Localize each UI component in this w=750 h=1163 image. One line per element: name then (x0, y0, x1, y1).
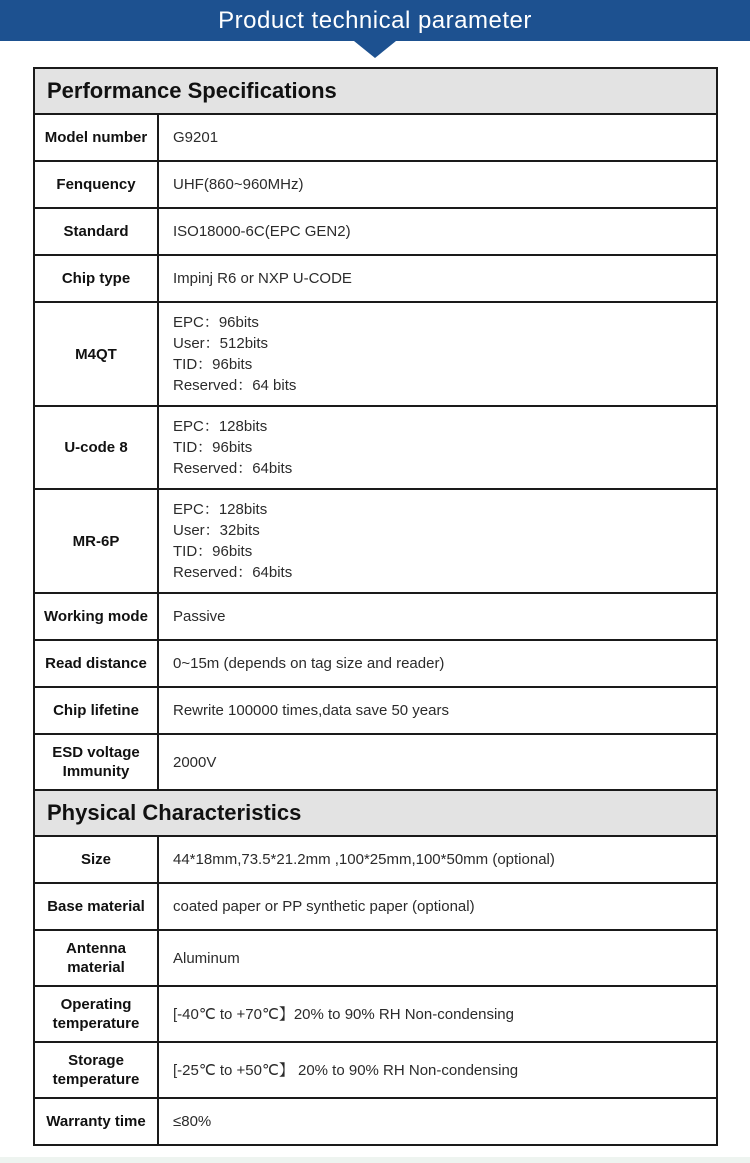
spec-table (33, 67, 718, 1146)
spec-value-line: Reserved：64bits (173, 564, 293, 581)
spec-value (159, 407, 716, 488)
section-header: Performance Specifications (35, 69, 716, 113)
spec-row (35, 207, 716, 254)
title-banner (0, 0, 750, 41)
spec-label: Operating temperature (35, 987, 159, 1041)
spec-row (35, 639, 716, 686)
spec-value-line: 0~15m (depends on tag size and reader) (173, 655, 445, 672)
spec-value-line: Aluminum (173, 949, 240, 967)
spec-value-line: [-25℃ to +50℃】 20% to 90% RH Non-condensing (173, 1061, 519, 1079)
spec-value-line: 44*18mm,73.5*21.2mm ,100*25mm,100*50mm (optional) (173, 851, 555, 868)
spec-value (159, 1043, 716, 1097)
spec-row (35, 882, 716, 929)
spec-label: Standard (35, 209, 159, 254)
spec-row (35, 254, 716, 301)
spec-label: Working mode (35, 594, 159, 639)
spec-value (159, 162, 716, 207)
spec-row (35, 1097, 716, 1144)
spec-value (159, 884, 716, 929)
spec-value-line: Rewrite 100000 times,data save 50 years (173, 702, 449, 719)
spec-label: Read distance (35, 641, 159, 686)
spec-value-line: ISO18000-6C(EPC GEN2) (173, 223, 351, 240)
spec-row (35, 301, 716, 405)
spec-value (159, 256, 716, 301)
spec-value-line: coated paper or PP synthetic paper (optional) (173, 898, 475, 915)
spec-label: Size (35, 837, 159, 882)
spec-value-line: UHF(860~960MHz) (173, 176, 304, 193)
spec-value (159, 1099, 716, 1144)
spec-value (159, 594, 716, 639)
spec-row (35, 929, 716, 985)
spec-value-line: TID：96bits (173, 543, 253, 560)
spec-value (159, 490, 716, 592)
spec-label: Base material (35, 884, 159, 929)
spec-value (159, 303, 716, 405)
spec-value (159, 115, 716, 160)
section-header: Physical Characteristics (35, 789, 716, 835)
spec-label: Antenna material (35, 931, 159, 985)
spec-row (35, 113, 716, 160)
spec-label: Fenquency (35, 162, 159, 207)
bottom-strip (0, 1157, 750, 1163)
spec-value (159, 209, 716, 254)
spec-value-line: ≤80% (173, 1113, 212, 1130)
spec-value-line: G9201 (173, 129, 219, 146)
spec-value-line: 2000V (173, 753, 217, 771)
spec-value-line: User：512bits (173, 335, 269, 352)
spec-value-line: Passive (173, 608, 226, 625)
spec-value-line: User：32bits (173, 522, 260, 539)
spec-row (35, 488, 716, 592)
spec-row (35, 686, 716, 733)
spec-row (35, 405, 716, 488)
page-title: Product technical parameter (218, 6, 532, 34)
spec-value-line: EPC：128bits (173, 418, 268, 435)
spec-value-line: Reserved：64bits (173, 460, 293, 477)
spec-row (35, 733, 716, 789)
spec-value (159, 735, 716, 789)
banner-pointer-triangle (354, 41, 396, 58)
spec-value (159, 987, 716, 1041)
spec-row (35, 1041, 716, 1097)
spec-value (159, 688, 716, 733)
spec-value-line: Impinj R6 or NXP U-CODE (173, 270, 352, 287)
spec-label: Model number (35, 115, 159, 160)
spec-value-line: Reserved：64 bits (173, 377, 297, 394)
spec-value (159, 641, 716, 686)
spec-value-line: TID：96bits (173, 356, 253, 373)
spec-label: Chip type (35, 256, 159, 301)
spec-row (35, 160, 716, 207)
spec-row (35, 835, 716, 882)
spec-value-line: TID：96bits (173, 439, 253, 456)
spec-label: Chip lifetine (35, 688, 159, 733)
spec-label: MR-6P (35, 490, 159, 592)
spec-value-line: EPC：96bits (173, 314, 259, 331)
spec-label: U-code 8 (35, 407, 159, 488)
spec-row (35, 592, 716, 639)
spec-value (159, 931, 716, 985)
spec-label: Storage temperature (35, 1043, 159, 1097)
spec-label: ESD voltage Immunity (35, 735, 159, 789)
spec-value (159, 837, 716, 882)
spec-label: M4QT (35, 303, 159, 405)
spec-row (35, 985, 716, 1041)
spec-label: Warranty time (35, 1099, 159, 1144)
spec-value-line: [-40℃ to +70℃】20% to 90% RH Non-condensing (173, 1005, 514, 1023)
spec-value-line: EPC：128bits (173, 501, 268, 518)
